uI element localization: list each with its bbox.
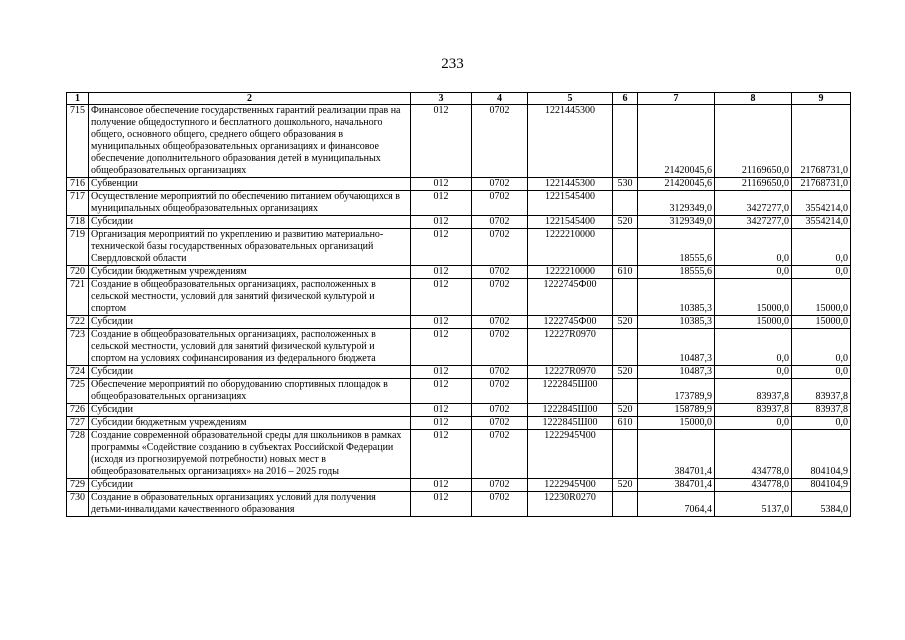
ministry-code-cell: 012 xyxy=(411,229,472,266)
expense-type-cell: 610 xyxy=(613,417,638,430)
ministry-code-cell: 012 xyxy=(411,266,472,279)
ministry-code-cell: 012 xyxy=(411,479,472,492)
amount-year1-cell: 10487,3 xyxy=(638,329,715,366)
ministry-code-cell: 012 xyxy=(411,404,472,417)
budget-table-container xyxy=(66,92,850,517)
expense-type-cell: 520 xyxy=(613,216,638,229)
target-article-cell: 1222210000 xyxy=(528,229,613,266)
section-code-cell: 0702 xyxy=(472,216,528,229)
expense-name-cell: Создание в общеобразовательных организациях, расположенных в сельской местности, условий для занятий физической культурой и спортом xyxy=(89,279,411,316)
expense-type-cell: 520 xyxy=(613,366,638,379)
section-code-cell: 0702 xyxy=(472,266,528,279)
expense-type-cell xyxy=(613,492,638,517)
amount-year1-cell: 173789,9 xyxy=(638,379,715,404)
expense-name-cell: Субсидии xyxy=(89,216,411,229)
table-row xyxy=(67,316,851,329)
amount-year1-cell: 10487,3 xyxy=(638,366,715,379)
table-row xyxy=(67,430,851,479)
table-row xyxy=(67,479,851,492)
target-article-cell: 1222210000 xyxy=(528,266,613,279)
amount-year3-cell: 0,0 xyxy=(792,229,851,266)
amount-year2-cell: 83937,8 xyxy=(715,404,792,417)
section-code-cell: 0702 xyxy=(472,229,528,266)
amount-year2-cell: 21169650,0 xyxy=(715,178,792,191)
amount-year3-cell: 0,0 xyxy=(792,417,851,430)
row-number-cell: 726 xyxy=(67,404,89,417)
ministry-code-cell: 012 xyxy=(411,379,472,404)
header-col-6: 6 xyxy=(613,93,638,105)
section-code-cell: 0702 xyxy=(472,279,528,316)
amount-year1-cell: 21420045,6 xyxy=(638,105,715,178)
expense-type-cell xyxy=(613,191,638,216)
header-col-1: 1 xyxy=(67,93,89,105)
amount-year2-cell: 15000,0 xyxy=(715,279,792,316)
amount-year2-cell: 15000,0 xyxy=(715,316,792,329)
expense-type-cell xyxy=(613,430,638,479)
section-code-cell: 0702 xyxy=(472,379,528,404)
amount-year3-cell: 15000,0 xyxy=(792,279,851,316)
amount-year2-cell: 3427277,0 xyxy=(715,216,792,229)
table-row xyxy=(67,329,851,366)
amount-year2-cell: 0,0 xyxy=(715,366,792,379)
amount-year2-cell: 0,0 xyxy=(715,417,792,430)
amount-year1-cell: 384701,4 xyxy=(638,479,715,492)
target-article-cell: 1221445300 xyxy=(528,105,613,178)
row-number-cell: 721 xyxy=(67,279,89,316)
row-number-cell: 725 xyxy=(67,379,89,404)
row-number-cell: 730 xyxy=(67,492,89,517)
header-col-4: 4 xyxy=(472,93,528,105)
expense-type-cell xyxy=(613,279,638,316)
amount-year1-cell: 3129349,0 xyxy=(638,216,715,229)
amount-year1-cell: 158789,9 xyxy=(638,404,715,417)
amount-year3-cell: 0,0 xyxy=(792,366,851,379)
table-row xyxy=(67,266,851,279)
header-row xyxy=(67,93,851,105)
amount-year2-cell: 5137,0 xyxy=(715,492,792,517)
table-body xyxy=(67,105,851,517)
target-article-cell: 1222945Ч00 xyxy=(528,479,613,492)
amount-year3-cell: 804104,9 xyxy=(792,479,851,492)
expense-name-cell: Субсидии xyxy=(89,479,411,492)
expense-name-cell: Обеспечение мероприятий по оборудованию спортивных площадок в общеобразовательных организациях xyxy=(89,379,411,404)
expense-type-cell: 520 xyxy=(613,404,638,417)
expense-type-cell xyxy=(613,105,638,178)
expense-name-cell: Субвенции xyxy=(89,178,411,191)
amount-year1-cell: 10385,3 xyxy=(638,279,715,316)
ministry-code-cell: 012 xyxy=(411,366,472,379)
expense-name-cell: Создание в образовательных организациях условий для получения детьми-инвалидами качественного образования xyxy=(89,492,411,517)
amount-year3-cell: 5384,0 xyxy=(792,492,851,517)
expense-type-cell xyxy=(613,379,638,404)
table-row xyxy=(67,229,851,266)
expense-name-cell: Субсидии бюджетным учреждениям xyxy=(89,417,411,430)
ministry-code-cell: 012 xyxy=(411,329,472,366)
amount-year1-cell: 7064,4 xyxy=(638,492,715,517)
ministry-code-cell: 012 xyxy=(411,178,472,191)
amount-year1-cell: 3129349,0 xyxy=(638,191,715,216)
expense-name-cell: Организация мероприятий по укреплению и развитию материально-технической базы государственных образовательных организаций Свердловской области xyxy=(89,229,411,266)
amount-year2-cell: 83937,8 xyxy=(715,379,792,404)
table-row xyxy=(67,191,851,216)
table-row xyxy=(67,417,851,430)
amount-year1-cell: 18555,6 xyxy=(638,229,715,266)
section-code-cell: 0702 xyxy=(472,430,528,479)
table-row xyxy=(67,379,851,404)
amount-year3-cell: 0,0 xyxy=(792,329,851,366)
target-article-cell: 1221445300 xyxy=(528,178,613,191)
expense-type-cell: 520 xyxy=(613,316,638,329)
expense-type-cell xyxy=(613,329,638,366)
amount-year3-cell: 21768731,0 xyxy=(792,105,851,178)
target-article-cell: 1222745Ф00 xyxy=(528,316,613,329)
table-row xyxy=(67,178,851,191)
expense-name-cell: Создание современной образовательной среды для школьников в рамках программы «Содействие созданию в субъектах Российской Федерации (исходя из прогнозируемой потребности) новых мест в общеобразовательных организациях» на 2016 – 2025 годы xyxy=(89,430,411,479)
amount-year2-cell: 434778,0 xyxy=(715,430,792,479)
header-col-5: 5 xyxy=(528,93,613,105)
row-number-cell: 727 xyxy=(67,417,89,430)
ministry-code-cell: 012 xyxy=(411,492,472,517)
table-row xyxy=(67,216,851,229)
section-code-cell: 0702 xyxy=(472,105,528,178)
section-code-cell: 0702 xyxy=(472,329,528,366)
section-code-cell: 0702 xyxy=(472,316,528,329)
section-code-cell: 0702 xyxy=(472,178,528,191)
expense-name-cell: Финансовое обеспечение государственных гарантий реализации прав на получение общедоступного и бесплатного дошкольного, начального общего, основного общего, среднего общего образования в муниципальных общеобразовательных организациях и финансовое обеспечение дополнительного образования детей в муниципальных общеобразовательных организациях xyxy=(89,105,411,178)
amount-year2-cell: 3427277,0 xyxy=(715,191,792,216)
amount-year1-cell: 21420045,6 xyxy=(638,178,715,191)
amount-year3-cell: 83937,8 xyxy=(792,404,851,417)
row-number-cell: 729 xyxy=(67,479,89,492)
amount-year1-cell: 15000,0 xyxy=(638,417,715,430)
target-article-cell: 1222745Ф00 xyxy=(528,279,613,316)
amount-year2-cell: 21169650,0 xyxy=(715,105,792,178)
table-row xyxy=(67,105,851,178)
target-article-cell: 12227R0970 xyxy=(528,329,613,366)
section-code-cell: 0702 xyxy=(472,492,528,517)
section-code-cell: 0702 xyxy=(472,404,528,417)
header-col-3: 3 xyxy=(411,93,472,105)
amount-year2-cell: 0,0 xyxy=(715,329,792,366)
expense-name-cell: Осуществление мероприятий по обеспечению питанием обучающихся в муниципальных общеобразовательных организациях xyxy=(89,191,411,216)
table-row xyxy=(67,492,851,517)
row-number-cell: 715 xyxy=(67,105,89,178)
expense-name-cell: Создание в общеобразовательных организациях, расположенных в сельской местности, условий для занятий физической культурой и спортом на условиях софинансирования из федерального бюджета xyxy=(89,329,411,366)
expense-name-cell: Субсидии xyxy=(89,366,411,379)
amount-year3-cell: 83937,8 xyxy=(792,379,851,404)
header-col-7: 7 xyxy=(638,93,715,105)
amount-year2-cell: 0,0 xyxy=(715,229,792,266)
page-number: 233 xyxy=(441,56,464,72)
row-number-cell: 716 xyxy=(67,178,89,191)
target-article-cell: 1222945Ч00 xyxy=(528,430,613,479)
header-col-2: 2 xyxy=(89,93,411,105)
expense-name-cell: Субсидии xyxy=(89,316,411,329)
section-code-cell: 0702 xyxy=(472,366,528,379)
expense-type-cell: 530 xyxy=(613,178,638,191)
row-number-cell: 722 xyxy=(67,316,89,329)
amount-year1-cell: 384701,4 xyxy=(638,430,715,479)
budget-table xyxy=(66,92,851,517)
ministry-code-cell: 012 xyxy=(411,316,472,329)
target-article-cell: 12230R0270 xyxy=(528,492,613,517)
amount-year3-cell: 21768731,0 xyxy=(792,178,851,191)
row-number-cell: 717 xyxy=(67,191,89,216)
expense-name-cell: Субсидии бюджетным учреждениям xyxy=(89,266,411,279)
header-col-9: 9 xyxy=(792,93,851,105)
ministry-code-cell: 012 xyxy=(411,417,472,430)
amount-year3-cell: 3554214,0 xyxy=(792,191,851,216)
row-number-cell: 719 xyxy=(67,229,89,266)
amount-year2-cell: 0,0 xyxy=(715,266,792,279)
table-row xyxy=(67,366,851,379)
target-article-cell: 1222845Ш00 xyxy=(528,417,613,430)
amount-year1-cell: 10385,3 xyxy=(638,316,715,329)
row-number-cell: 723 xyxy=(67,329,89,366)
amount-year3-cell: 15000,0 xyxy=(792,316,851,329)
row-number-cell: 728 xyxy=(67,430,89,479)
amount-year3-cell: 804104,9 xyxy=(792,430,851,479)
ministry-code-cell: 012 xyxy=(411,216,472,229)
row-number-cell: 718 xyxy=(67,216,89,229)
amount-year2-cell: 434778,0 xyxy=(715,479,792,492)
target-article-cell: 1221545400 xyxy=(528,191,613,216)
ministry-code-cell: 012 xyxy=(411,430,472,479)
header-col-8: 8 xyxy=(715,93,792,105)
amount-year1-cell: 18555,6 xyxy=(638,266,715,279)
expense-type-cell xyxy=(613,229,638,266)
section-code-cell: 0702 xyxy=(472,191,528,216)
ministry-code-cell: 012 xyxy=(411,105,472,178)
target-article-cell: 1222845Ш00 xyxy=(528,404,613,417)
table-row xyxy=(67,279,851,316)
expense-type-cell: 610 xyxy=(613,266,638,279)
ministry-code-cell: 012 xyxy=(411,191,472,216)
row-number-cell: 720 xyxy=(67,266,89,279)
table-row xyxy=(67,404,851,417)
section-code-cell: 0702 xyxy=(472,479,528,492)
expense-name-cell: Субсидии xyxy=(89,404,411,417)
amount-year3-cell: 3554214,0 xyxy=(792,216,851,229)
amount-year3-cell: 0,0 xyxy=(792,266,851,279)
target-article-cell: 12227R0970 xyxy=(528,366,613,379)
target-article-cell: 1222845Ш00 xyxy=(528,379,613,404)
ministry-code-cell: 012 xyxy=(411,279,472,316)
expense-type-cell: 520 xyxy=(613,479,638,492)
row-number-cell: 724 xyxy=(67,366,89,379)
target-article-cell: 1221545400 xyxy=(528,216,613,229)
section-code-cell: 0702 xyxy=(472,417,528,430)
